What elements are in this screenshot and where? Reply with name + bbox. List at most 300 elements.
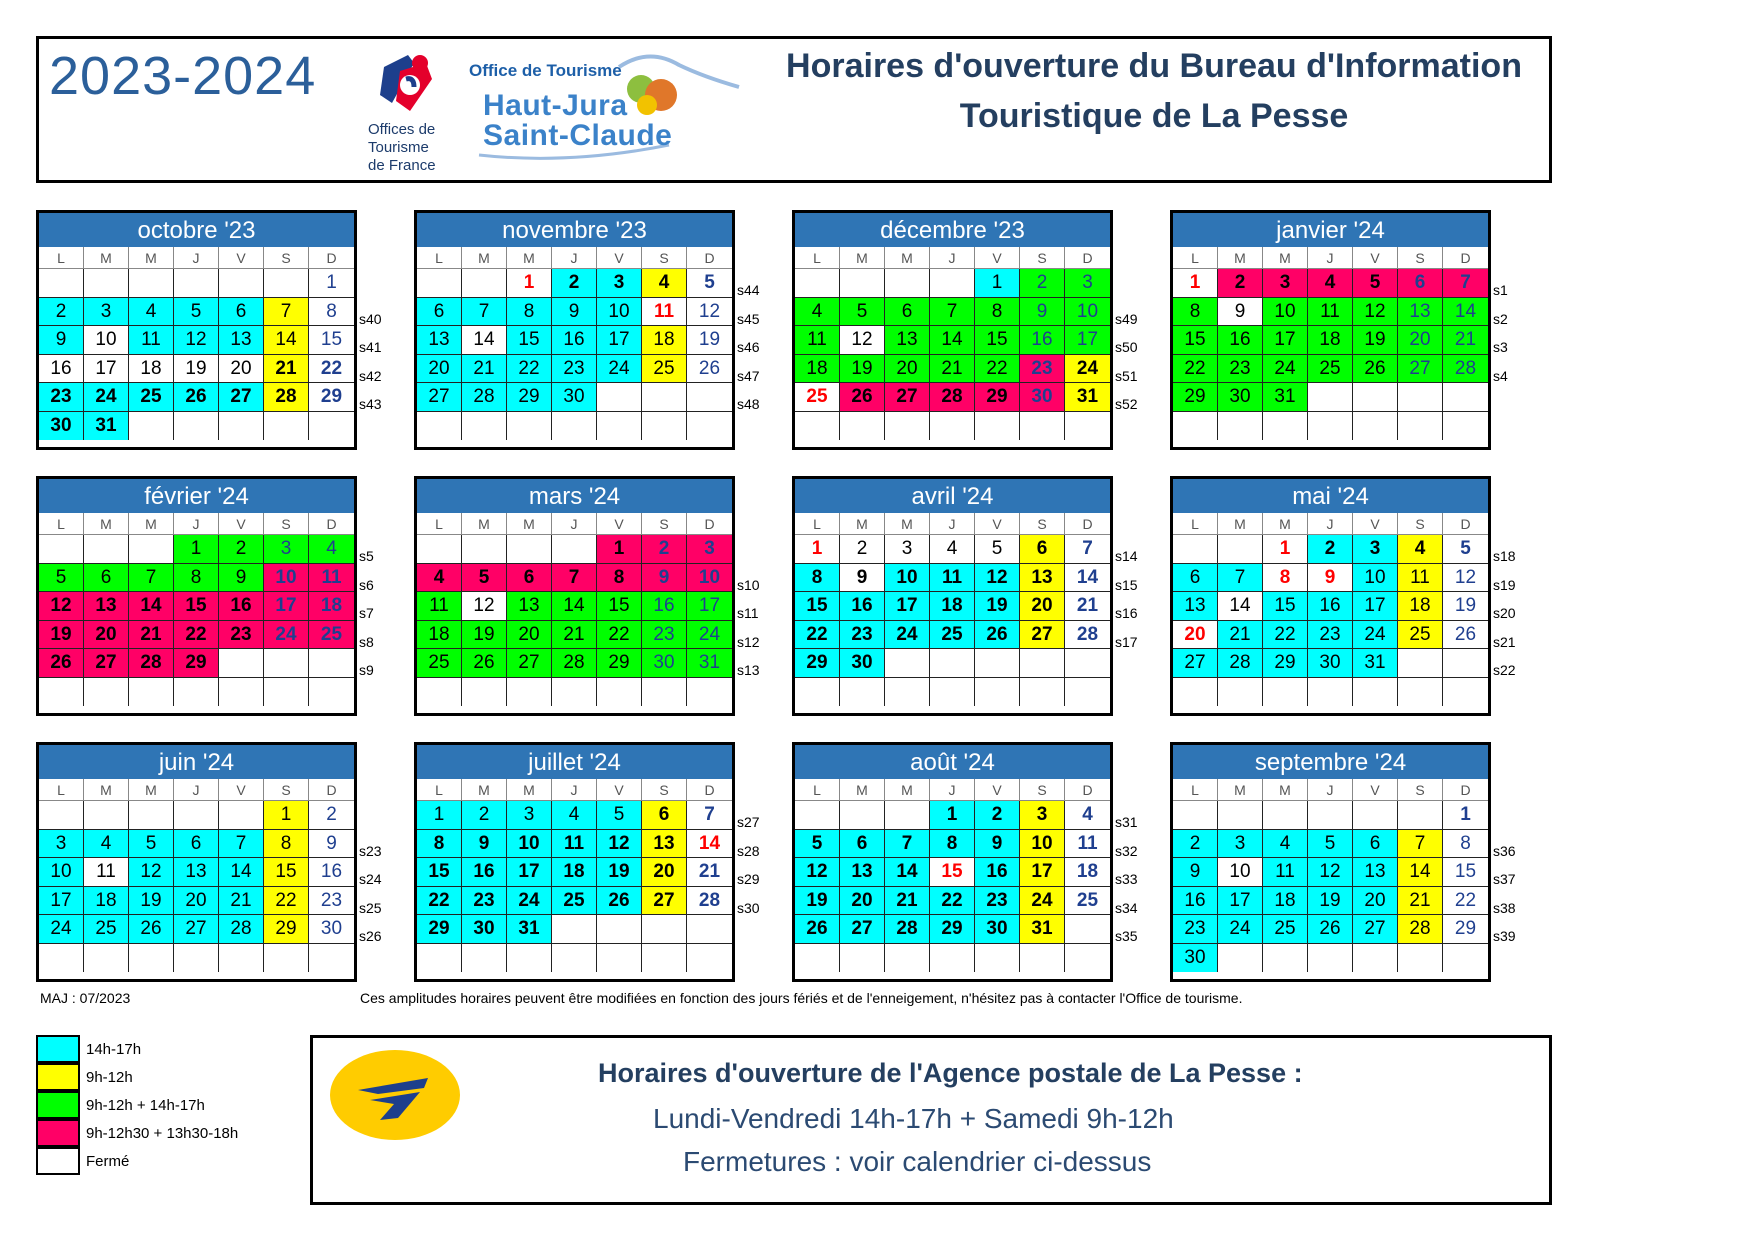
- weekday-header: D: [1443, 513, 1488, 535]
- day-cell: 26: [1308, 915, 1353, 944]
- day-cell: [1398, 412, 1443, 441]
- week-number: s16: [1115, 605, 1138, 621]
- day-cell: 5: [840, 298, 885, 327]
- week-row: [795, 678, 1110, 707]
- day-cell: [417, 944, 462, 973]
- weekday-header: D: [687, 513, 732, 535]
- weekday-header: D: [1065, 513, 1110, 535]
- day-cell: 4: [417, 564, 462, 593]
- weekday-header: L: [795, 247, 840, 269]
- day-cell: 16: [1173, 887, 1218, 916]
- day-cell: 21: [1218, 621, 1263, 650]
- day-cell: 23: [552, 355, 597, 384]
- weekday-header-row: [795, 779, 1110, 801]
- postal-agency-box: [310, 1035, 1552, 1205]
- day-cell: 24: [264, 621, 309, 650]
- week-row: [1173, 355, 1488, 384]
- day-cell: 8: [975, 298, 1020, 327]
- weekday-header: S: [264, 779, 309, 801]
- day-cell: 25: [642, 355, 687, 384]
- weekday-header: L: [417, 513, 462, 535]
- day-cell: 10: [597, 298, 642, 327]
- week-number: s46: [737, 339, 760, 355]
- la-poste-logo-icon: [328, 1048, 463, 1143]
- day-cell: [1065, 649, 1110, 678]
- day-cell: 7: [687, 801, 732, 830]
- day-cell: 19: [795, 887, 840, 916]
- day-cell: [687, 383, 732, 412]
- day-cell: 23: [39, 383, 84, 412]
- week-number: s20: [1493, 605, 1516, 621]
- month-title: mars '24: [417, 479, 732, 513]
- week-row: [417, 678, 732, 707]
- weekday-header-row: [1173, 513, 1488, 535]
- day-cell: 7: [552, 564, 597, 593]
- day-cell: [507, 678, 552, 707]
- day-cell: [885, 944, 930, 973]
- day-cell: [795, 269, 840, 298]
- day-cell: 12: [462, 592, 507, 621]
- page-title: [739, 41, 1569, 141]
- week-row: [795, 649, 1110, 678]
- month-title: septembre '24: [1173, 745, 1488, 779]
- month-title: décembre '23: [795, 213, 1110, 247]
- day-cell: 13: [1398, 298, 1443, 327]
- day-cell: 16: [1308, 592, 1353, 621]
- weekday-header: S: [642, 247, 687, 269]
- day-cell: 24: [39, 915, 84, 944]
- month-calendar: [1170, 742, 1491, 982]
- weekday-header: S: [642, 779, 687, 801]
- day-cell: 27: [174, 915, 219, 944]
- month-calendar: [792, 476, 1113, 716]
- day-cell: [84, 269, 129, 298]
- month-calendar: [414, 210, 735, 450]
- week-number: s26: [359, 928, 382, 944]
- day-cell: [1443, 649, 1488, 678]
- day-cell: [39, 269, 84, 298]
- day-cell: [219, 269, 264, 298]
- day-cell: 17: [1353, 592, 1398, 621]
- day-cell: 15: [507, 326, 552, 355]
- day-cell: 1: [597, 535, 642, 564]
- offices-de-tourisme-de-france-logo: [364, 49, 459, 179]
- day-cell: [1065, 915, 1110, 944]
- day-cell: 20: [1173, 621, 1218, 650]
- day-cell: 29: [1263, 649, 1308, 678]
- day-cell: 4: [1065, 801, 1110, 830]
- day-cell: [1308, 678, 1353, 707]
- day-cell: 30: [642, 649, 687, 678]
- weekday-header: D: [1065, 247, 1110, 269]
- week-number: s12: [737, 633, 760, 650]
- day-cell: [687, 915, 732, 944]
- day-cell: [219, 678, 264, 707]
- week-number: s9: [359, 662, 374, 678]
- week-number: s41: [359, 339, 382, 355]
- day-cell: 2: [975, 801, 1020, 830]
- day-cell: [1398, 801, 1443, 830]
- day-cell: [885, 269, 930, 298]
- weekday-header: M: [507, 779, 552, 801]
- postal-title: Horaires d'ouverture de l'Agence postale de La Pesse :: [598, 1058, 1303, 1088]
- day-cell: [840, 412, 885, 441]
- day-cell: 16: [552, 326, 597, 355]
- title-line-1: Horaires d'ouverture du Bureau d'Information: [786, 47, 1522, 85]
- day-cell: 13: [174, 858, 219, 887]
- day-cell: 30: [1218, 383, 1263, 412]
- day-cell: 30: [39, 412, 84, 441]
- day-cell: 25: [417, 649, 462, 678]
- weekday-header: V: [219, 513, 264, 535]
- month-calendar: [792, 742, 1113, 982]
- day-cell: 15: [975, 326, 1020, 355]
- day-cell: [687, 944, 732, 973]
- week-number: s2: [1493, 310, 1508, 327]
- day-cell: [930, 944, 975, 973]
- day-cell: 11: [795, 326, 840, 355]
- day-cell: 4: [642, 269, 687, 298]
- day-cell: 30: [1020, 383, 1065, 412]
- weekday-header: J: [174, 247, 219, 269]
- week-number: s17: [1115, 633, 1138, 650]
- day-cell: 30: [975, 915, 1020, 944]
- weekday-header: V: [1353, 513, 1398, 535]
- day-cell: 18: [309, 592, 354, 621]
- day-cell: [1353, 383, 1398, 412]
- day-cell: 19: [129, 887, 174, 916]
- legend-label: 14h-17h: [86, 1041, 142, 1058]
- day-cell: 19: [1353, 326, 1398, 355]
- day-cell: 15: [1173, 326, 1218, 355]
- day-cell: 30: [309, 915, 354, 944]
- day-cell: 24: [507, 887, 552, 916]
- day-cell: 16: [219, 592, 264, 621]
- day-cell: 10: [507, 830, 552, 859]
- week-row: [795, 564, 1110, 593]
- day-cell: [462, 535, 507, 564]
- day-cell: 22: [930, 887, 975, 916]
- weekday-header: V: [219, 779, 264, 801]
- day-cell: 3: [1218, 830, 1263, 859]
- day-cell: 11: [417, 592, 462, 621]
- month-title: juillet '24: [417, 745, 732, 779]
- week-row: [39, 412, 354, 441]
- day-cell: [39, 944, 84, 973]
- day-cell: 2: [462, 801, 507, 830]
- day-cell: [930, 678, 975, 707]
- day-cell: [129, 269, 174, 298]
- day-cell: 29: [507, 383, 552, 412]
- day-cell: 21: [129, 621, 174, 650]
- day-cell: 19: [687, 326, 732, 355]
- weekday-header: L: [417, 779, 462, 801]
- day-cell: 3: [1065, 269, 1110, 298]
- hj-office-label: Office de Tourisme: [469, 61, 622, 80]
- day-cell: 20: [417, 355, 462, 384]
- day-cell: 5: [1353, 269, 1398, 298]
- title-line-2: Touristique de La Pesse: [959, 97, 1349, 135]
- day-cell: [462, 678, 507, 707]
- weekday-header: M: [84, 779, 129, 801]
- day-cell: 27: [885, 383, 930, 412]
- day-cell: 20: [1020, 592, 1065, 621]
- week-row: [795, 298, 1110, 327]
- day-cell: 31: [84, 412, 129, 441]
- day-cell: 4: [129, 298, 174, 327]
- day-cell: 2: [642, 535, 687, 564]
- day-cell: 25: [930, 621, 975, 650]
- week-row: [795, 801, 1110, 830]
- legend-item: [36, 1119, 336, 1147]
- legend-swatch: [36, 1091, 80, 1119]
- weekday-header: V: [219, 247, 264, 269]
- day-cell: 26: [174, 383, 219, 412]
- legend-item: [36, 1035, 336, 1063]
- day-cell: 16: [642, 592, 687, 621]
- week-row: [1173, 592, 1488, 621]
- week-row: [795, 887, 1110, 916]
- day-cell: 17: [687, 592, 732, 621]
- day-cell: 14: [1218, 592, 1263, 621]
- weekday-header: L: [39, 779, 84, 801]
- week-row: [417, 535, 732, 564]
- weekday-header-row: [417, 779, 732, 801]
- day-cell: [174, 944, 219, 973]
- month-calendar: [36, 210, 357, 450]
- weekday-header: V: [597, 779, 642, 801]
- day-cell: 20: [507, 621, 552, 650]
- day-cell: [885, 649, 930, 678]
- day-cell: 28: [1065, 621, 1110, 650]
- weekday-header: M: [840, 779, 885, 801]
- weekday-header: L: [1173, 247, 1218, 269]
- day-cell: [1020, 412, 1065, 441]
- day-cell: 15: [1263, 592, 1308, 621]
- weekday-header: M: [840, 247, 885, 269]
- day-cell: 11: [642, 298, 687, 327]
- day-cell: 5: [975, 535, 1020, 564]
- day-cell: [552, 678, 597, 707]
- day-cell: 14: [552, 592, 597, 621]
- day-cell: 15: [930, 858, 975, 887]
- day-cell: 9: [1218, 298, 1263, 327]
- day-cell: 30: [462, 915, 507, 944]
- week-row: [795, 830, 1110, 859]
- day-cell: [1173, 801, 1218, 830]
- day-cell: [174, 678, 219, 707]
- day-cell: 31: [687, 649, 732, 678]
- weekday-header: S: [1020, 247, 1065, 269]
- day-cell: 24: [687, 621, 732, 650]
- day-cell: 25: [795, 383, 840, 412]
- weekday-header: M: [462, 779, 507, 801]
- day-cell: 6: [1398, 269, 1443, 298]
- week-row: [1173, 412, 1488, 441]
- day-cell: [930, 269, 975, 298]
- week-row: [39, 564, 354, 593]
- weekday-header: M: [885, 247, 930, 269]
- week-row: [39, 621, 354, 650]
- week-number: s3: [1493, 339, 1508, 355]
- day-cell: [174, 801, 219, 830]
- day-cell: 11: [552, 830, 597, 859]
- day-cell: 25: [552, 887, 597, 916]
- day-cell: 23: [1020, 355, 1065, 384]
- day-cell: 22: [795, 621, 840, 650]
- day-cell: 30: [1173, 944, 1218, 973]
- day-cell: [1398, 944, 1443, 973]
- month-title: janvier '24: [1173, 213, 1488, 247]
- weekday-header: L: [1173, 513, 1218, 535]
- weekday-header: V: [975, 779, 1020, 801]
- day-cell: 2: [552, 269, 597, 298]
- weekday-header-row: [1173, 779, 1488, 801]
- day-cell: [840, 801, 885, 830]
- weekday-header: D: [309, 513, 354, 535]
- weekday-header-row: [39, 513, 354, 535]
- day-cell: 3: [84, 298, 129, 327]
- day-cell: 4: [552, 801, 597, 830]
- day-cell: [1173, 678, 1218, 707]
- week-row: [1173, 858, 1488, 887]
- weekday-header: D: [687, 779, 732, 801]
- weekday-header: S: [264, 513, 309, 535]
- day-cell: 7: [1065, 535, 1110, 564]
- day-cell: 26: [687, 355, 732, 384]
- week-number: s52: [1115, 396, 1138, 412]
- day-cell: 14: [885, 858, 930, 887]
- day-cell: 22: [1263, 621, 1308, 650]
- day-cell: 21: [462, 355, 507, 384]
- day-cell: 11: [1308, 298, 1353, 327]
- day-cell: 17: [1218, 887, 1263, 916]
- day-cell: 31: [1065, 383, 1110, 412]
- day-cell: 26: [39, 649, 84, 678]
- day-cell: 15: [417, 858, 462, 887]
- otf-emblem-icon: [370, 49, 440, 124]
- month-calendar: [36, 476, 357, 716]
- weekday-header: J: [930, 513, 975, 535]
- day-cell: 8: [597, 564, 642, 593]
- week-row: [417, 887, 732, 916]
- day-cell: 8: [930, 830, 975, 859]
- month-calendar: [792, 210, 1113, 450]
- day-cell: [795, 412, 840, 441]
- day-cell: 17: [885, 592, 930, 621]
- day-cell: 27: [1353, 915, 1398, 944]
- day-cell: 27: [507, 649, 552, 678]
- day-cell: [642, 383, 687, 412]
- weekday-header: M: [129, 779, 174, 801]
- day-cell: 27: [219, 383, 264, 412]
- day-cell: [129, 678, 174, 707]
- day-cell: [39, 678, 84, 707]
- day-cell: 21: [219, 887, 264, 916]
- day-cell: 22: [417, 887, 462, 916]
- day-cell: 3: [597, 269, 642, 298]
- day-cell: [1443, 678, 1488, 707]
- day-cell: [219, 944, 264, 973]
- day-cell: [1065, 678, 1110, 707]
- day-cell: 8: [174, 564, 219, 593]
- day-cell: [597, 944, 642, 973]
- day-cell: [642, 412, 687, 441]
- weekday-header: S: [1020, 513, 1065, 535]
- day-cell: 4: [1263, 830, 1308, 859]
- month-title: mai '24: [1173, 479, 1488, 513]
- weekday-header: J: [552, 513, 597, 535]
- weekday-header: V: [975, 247, 1020, 269]
- weekday-header-row: [39, 779, 354, 801]
- day-cell: [309, 944, 354, 973]
- day-cell: 10: [264, 564, 309, 593]
- day-cell: 26: [462, 649, 507, 678]
- weekday-header: D: [1443, 247, 1488, 269]
- day-cell: 28: [129, 649, 174, 678]
- day-cell: [219, 649, 264, 678]
- day-cell: [1353, 944, 1398, 973]
- weekday-header: D: [1443, 779, 1488, 801]
- day-cell: 19: [39, 621, 84, 650]
- day-cell: 3: [39, 830, 84, 859]
- day-cell: 10: [687, 564, 732, 593]
- weekday-header-row: [39, 247, 354, 269]
- day-cell: 19: [174, 355, 219, 384]
- week-number: s42: [359, 367, 382, 384]
- day-cell: 3: [885, 535, 930, 564]
- day-cell: 5: [174, 298, 219, 327]
- day-cell: 23: [1308, 621, 1353, 650]
- day-cell: 9: [462, 830, 507, 859]
- day-cell: 14: [264, 326, 309, 355]
- week-row: [795, 944, 1110, 973]
- day-cell: 3: [1020, 801, 1065, 830]
- weekday-header: D: [309, 247, 354, 269]
- day-cell: 22: [1443, 887, 1488, 916]
- day-cell: 31: [1263, 383, 1308, 412]
- day-cell: 28: [1443, 355, 1488, 384]
- header-box: [36, 36, 1552, 183]
- week-row: [1173, 944, 1488, 973]
- day-cell: 15: [174, 592, 219, 621]
- weekday-header: V: [975, 513, 1020, 535]
- day-cell: 26: [1443, 621, 1488, 650]
- day-cell: 18: [1065, 858, 1110, 887]
- day-cell: 11: [309, 564, 354, 593]
- day-cell: 15: [795, 592, 840, 621]
- day-cell: 20: [84, 621, 129, 650]
- day-cell: 17: [597, 326, 642, 355]
- day-cell: [1308, 801, 1353, 830]
- day-cell: 19: [597, 858, 642, 887]
- day-cell: 25: [129, 383, 174, 412]
- week-number: s51: [1115, 367, 1138, 384]
- weekday-header: M: [507, 513, 552, 535]
- day-cell: 4: [930, 535, 975, 564]
- day-cell: [1263, 801, 1308, 830]
- haut-jura-logo: [469, 47, 769, 177]
- day-cell: [417, 678, 462, 707]
- weekday-header: S: [642, 513, 687, 535]
- update-date: MAJ : 07/2023: [40, 990, 131, 1006]
- month-calendar: [414, 476, 735, 716]
- day-cell: 27: [417, 383, 462, 412]
- day-cell: 9: [219, 564, 264, 593]
- weekday-header-row: [795, 513, 1110, 535]
- day-cell: 2: [219, 535, 264, 564]
- day-cell: [1173, 412, 1218, 441]
